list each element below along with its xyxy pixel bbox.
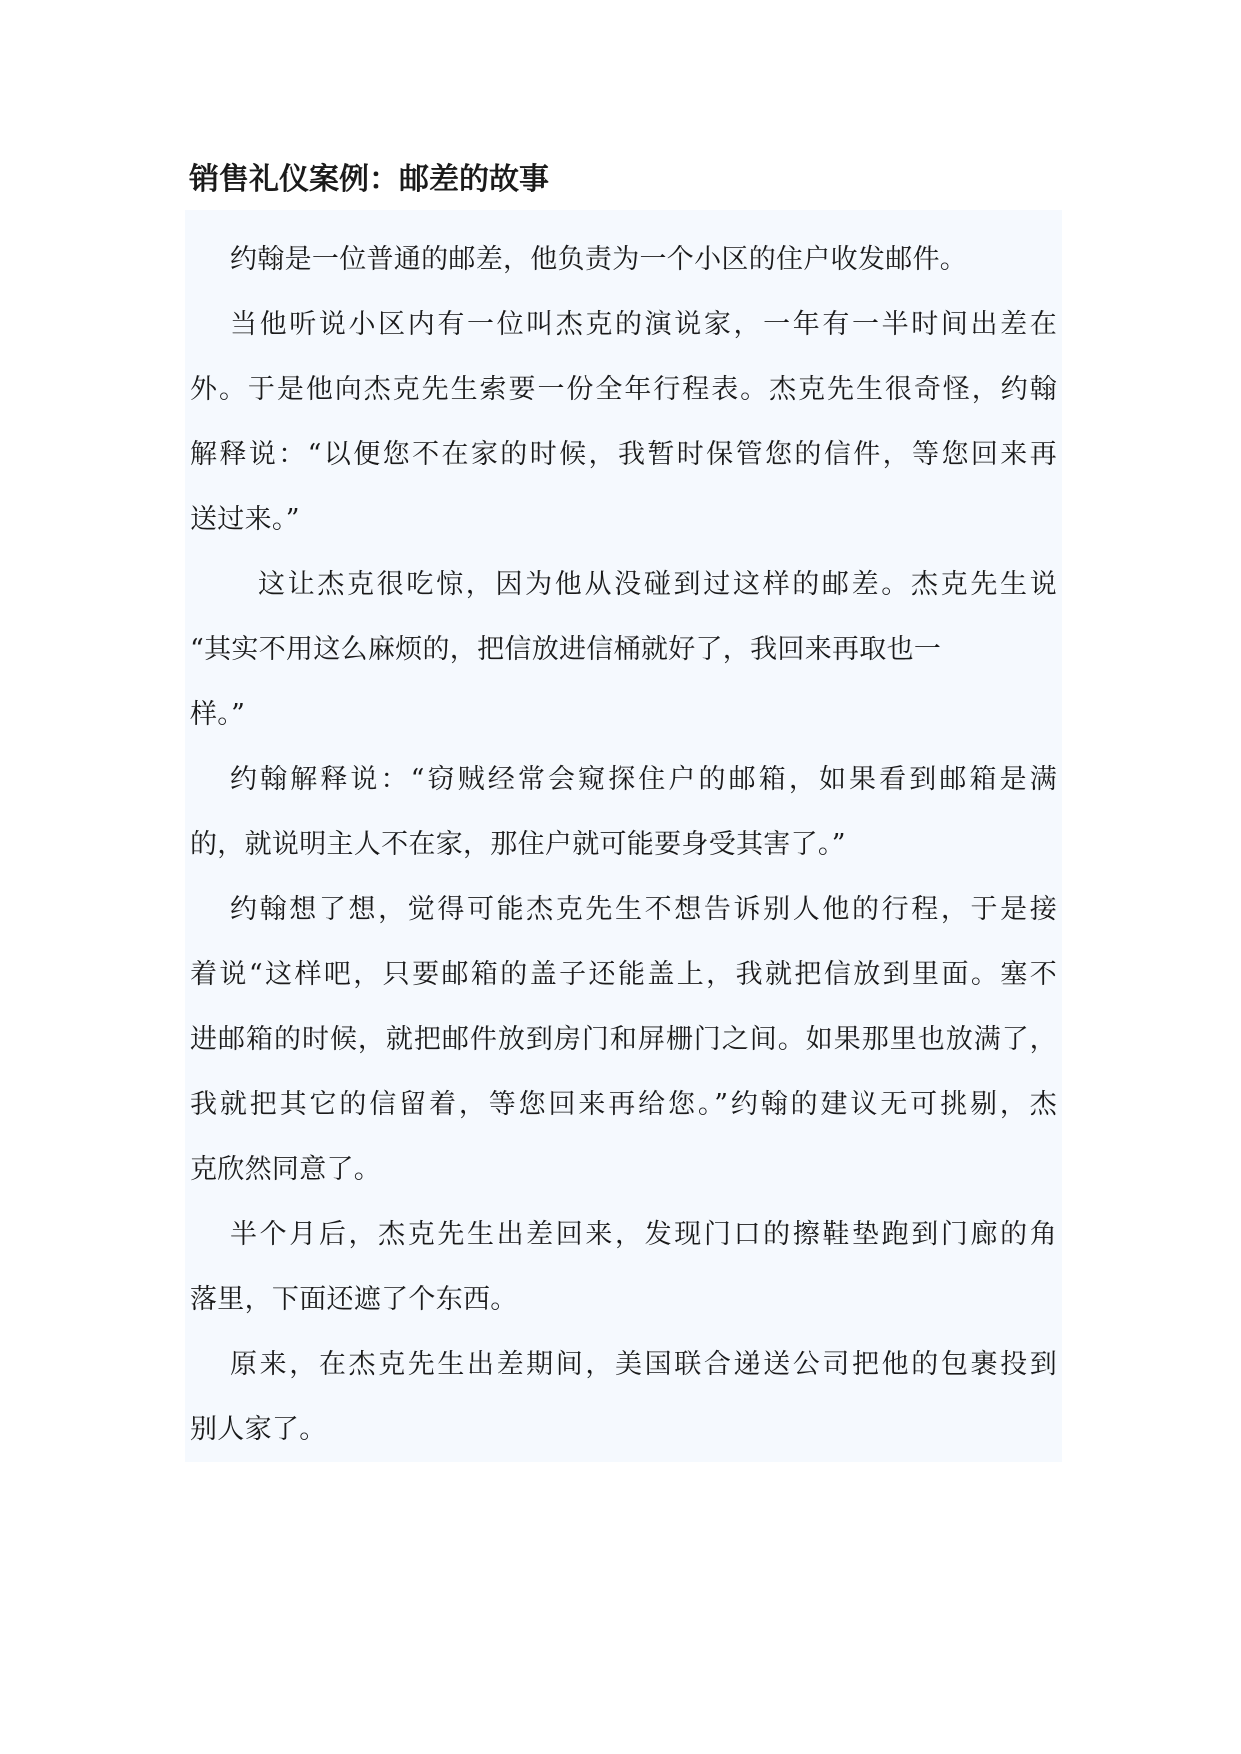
paragraph-line: 这让杰克很吃惊，因为他从没碰到过这样的邮差。杰克先生说 <box>258 569 1057 600</box>
paragraph-line: 当他听说小区内有一位叫杰克的演说家，一年有一半时间出差在 <box>230 309 1057 340</box>
paragraph-line: 半个月后，杰克先生出差回来，发现门口的擦鞋垫跑到门廊的角 <box>230 1219 1057 1250</box>
document-title: 销售礼仪案例：邮差的故事 <box>189 162 549 197</box>
paragraph-line: 着说“这样吧，只要邮箱的盖子还能盖上，我就把信放到里面。塞不 <box>190 959 1057 990</box>
paragraph-line: 原来，在杰克先生出差期间，美国联合递送公司把他的包裹投到 <box>230 1349 1057 1380</box>
paragraph-line: 样。” <box>190 699 246 730</box>
paragraph-line: 进邮箱的时候，就把邮件放到房门和屏栅门之间。如果那里也放满了， <box>190 1024 1057 1055</box>
paragraph-line: 解释说：“以便您不在家的时候，我暂时保管您的信件，等您回来再 <box>190 439 1057 470</box>
paragraph-line: “其实不用这么麻烦的，把信放进信桶就好了，我回来再取也一 <box>190 634 942 665</box>
paragraph-line: 外。于是他向杰克先生索要一份全年行程表。杰克先生很奇怪，约翰 <box>190 374 1057 405</box>
paragraph-line: 别人家了。 <box>190 1414 327 1445</box>
paragraph-line: 的，就说明主人不在家，那住户就可能要身受其害了。” <box>190 829 846 860</box>
paragraph-line: 送过来。” <box>190 504 300 535</box>
paragraph-line: 约翰是一位普通的邮差，他负责为一个小区的住户收发邮件。 <box>230 244 968 275</box>
paragraph-5 <box>190 877 1057 1202</box>
paragraph-3 <box>190 552 1057 747</box>
paragraph-4 <box>190 747 1057 877</box>
document-body <box>185 210 1062 1462</box>
paragraph-line: 落里，下面还遮了个东西。 <box>190 1284 518 1315</box>
paragraph-line: 约翰解释说：“窃贼经常会窥探住户的邮箱，如果看到邮箱是满 <box>230 764 1057 795</box>
paragraph-1 <box>190 227 1057 292</box>
paragraph-6 <box>190 1202 1057 1332</box>
paragraph-2 <box>190 292 1057 552</box>
paragraph-line: 约翰想了想，觉得可能杰克先生不想告诉别人他的行程，于是接 <box>230 894 1057 925</box>
paragraph-7 <box>190 1332 1057 1462</box>
paragraph-line: 克欣然同意了。 <box>190 1154 382 1185</box>
paragraph-line: 我就把其它的信留着，等您回来再给您。”约翰的建议无可挑剔，杰 <box>190 1089 1057 1120</box>
